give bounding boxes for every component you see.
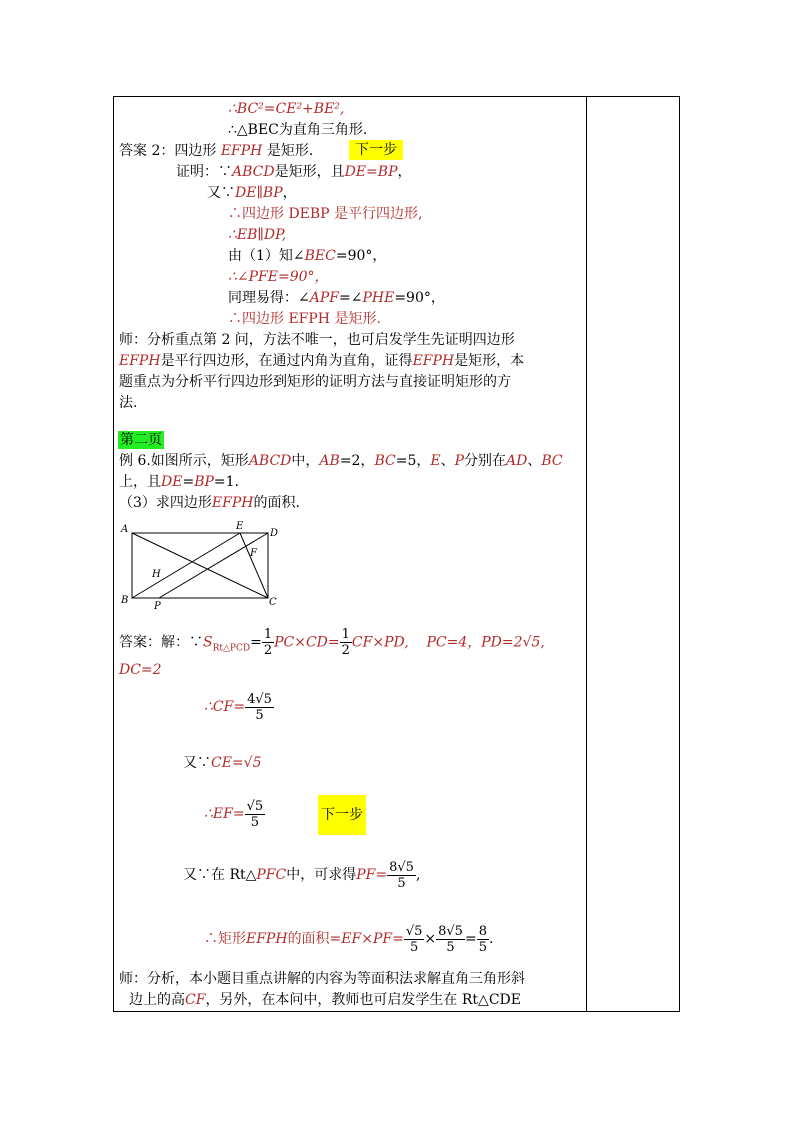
ex2-bp: BP: [194, 474, 214, 490]
example-6-line-2: [119, 473, 239, 491]
teacher-note-line-3: 题重点为分析平行四边形到矩形的证明方法与直接证明矩形的方: [119, 374, 511, 390]
teacher-note-line-4: 法.: [119, 395, 138, 411]
frac-pf-den: 5: [397, 875, 406, 891]
line-angle-pfe: ∴∠PFE=90°，: [228, 269, 329, 285]
line-eb: [132, 533, 240, 598]
frac-area-3: [477, 924, 489, 955]
q3-a: （3）求四边形: [119, 495, 212, 511]
frac-area-1-den: 5: [409, 939, 419, 955]
pf-mid: 中，可求得: [286, 867, 357, 883]
label-f: F: [250, 548, 257, 559]
proof-mid: 是矩形，且: [274, 164, 345, 180]
line-ac-diag: [132, 533, 268, 598]
label-h: H: [152, 569, 161, 580]
frac-ef: [245, 799, 266, 830]
answer-2-efph: EFPH: [220, 143, 263, 159]
teacher-efph-2: EFPH: [412, 353, 455, 369]
ex-e: =2，: [339, 453, 375, 469]
ex2-e: =1.: [213, 474, 239, 490]
ex-abcd: ABCD: [248, 453, 292, 469]
frac-area-2-den: 5: [446, 939, 455, 955]
ce-line: [183, 754, 262, 772]
line-dp: [159, 533, 268, 598]
sol-prefix: 答案：解：∵: [119, 634, 203, 651]
ex-e-point: E: [430, 453, 441, 469]
frac-pf: [387, 860, 416, 891]
end2-prefix: 边上的高: [129, 992, 185, 1008]
label-d: D: [270, 528, 278, 539]
frac-cf-den: 5: [255, 707, 264, 723]
sol-s: S: [203, 634, 213, 651]
ex-g: =5，: [395, 453, 431, 469]
ce-value: CE=√5: [211, 755, 262, 771]
ex-ad: AD: [506, 453, 528, 469]
label-a: A: [121, 524, 129, 535]
line-eb-parallel-dp: ∴EB∥DP,: [228, 227, 287, 243]
area-mid: 的面积=: [287, 931, 342, 947]
line-ec: [240, 533, 268, 598]
proof-line: [176, 163, 412, 181]
and-line: [207, 184, 297, 202]
label-e: E: [236, 521, 244, 532]
rectangle-figure: [118, 519, 278, 611]
ex-p-point: P: [454, 453, 465, 469]
angle-bec: BEC: [304, 248, 336, 264]
answer-2-prefix: 答案 2：四边形: [119, 143, 217, 159]
cf-label: ∴CF=: [204, 699, 246, 715]
label-b: B: [121, 595, 129, 606]
cf-line: [204, 690, 274, 724]
ex2-a: 上，且: [119, 474, 161, 490]
frac-cf-num: 4√5: [247, 691, 272, 707]
line-dEBP-parallelogram: ∴四边形 DEBP 是平行四边形,: [228, 206, 423, 222]
ex2-de: DE: [161, 474, 183, 490]
frac-half-2-den: 2: [341, 643, 350, 658]
proof-prefix: 证明：∵: [176, 164, 232, 180]
similarly-eq: =∠: [338, 290, 363, 306]
ex-i: 、: [440, 453, 455, 469]
ex-ab: AB: [319, 453, 340, 469]
ef-label: ∴EF=: [204, 806, 245, 822]
teacher-note-end: 是矩形，本: [454, 353, 525, 369]
next-step-button-2[interactable]: 下一步: [318, 795, 366, 835]
frac-half-2: [340, 627, 352, 658]
and-de-parallel-bp: DE∥BP: [235, 185, 283, 201]
line-bc-squared: ∴BC²=CE²+BE²,: [228, 101, 345, 117]
q3-efph: EFPH: [211, 495, 254, 511]
pf-label: PF=: [356, 867, 388, 883]
line-right-triangle: [228, 121, 367, 139]
ce-prefix: 又∵: [183, 755, 211, 771]
frac-cf: [245, 692, 274, 723]
final-note-line-2: [129, 991, 521, 1009]
area-line: [204, 922, 493, 956]
similarly-prefix: 同理易得：∠: [228, 290, 310, 306]
end2-cf: CF: [185, 992, 206, 1008]
area-prefix: ∴矩形: [204, 931, 246, 947]
teacher-note-mid: 是平行四边形，在通过内角为直角，证得: [160, 353, 413, 369]
frac-pf-num: 8√5: [389, 859, 414, 875]
sol-sub: Rt△PCD: [212, 643, 251, 654]
ef-line: [204, 797, 265, 831]
next-step-button-1[interactable]: 下一步: [349, 140, 403, 160]
teacher-note-line-1: 师：分析重点第 2 问，方法不唯一，也可启发学生先证明四边形: [119, 332, 515, 348]
final-note-line-1: 师：分析，本小题目重点讲解的内容为等面积法求解直角三角形斜: [119, 971, 525, 987]
column-divider: [586, 97, 587, 1011]
ex-m: 、: [527, 453, 542, 469]
proof-de-bp: DE=BP: [344, 164, 398, 180]
teacher-note-line-2: [119, 352, 524, 370]
area-times: ×: [424, 931, 437, 947]
frac-area-3-num: 8: [478, 923, 487, 939]
ex2-c: =: [182, 474, 195, 490]
frac-area-1: [404, 924, 425, 955]
proof-abcd: ABCD: [232, 164, 275, 180]
sol-cfpd: CF×PD,: [351, 634, 409, 651]
angle-apf: APF: [309, 290, 339, 306]
frac-half-1-den: 2: [263, 643, 273, 658]
proof-end: ，: [397, 164, 412, 180]
line-right-triangle-text: ∴△BEC为直角三角形.: [228, 122, 368, 138]
label-c: C: [269, 597, 277, 608]
area-efph: EFPH: [246, 931, 288, 947]
answer-2-suffix: 是矩形.: [266, 143, 314, 159]
page-two-marker[interactable]: 第二页: [120, 432, 162, 448]
end2-rest: ，另外，在本问中，教师也可启发学生在 Rt△CDE: [205, 992, 521, 1008]
frac-half-2-num: 1: [341, 627, 350, 642]
pf-line: [183, 858, 420, 892]
ex-bc: BC: [374, 453, 396, 469]
teacher-efph-1: EFPH: [119, 353, 161, 369]
frac-area-2: [436, 924, 465, 955]
frac-area-3-den: 5: [478, 939, 487, 955]
label-p: P: [154, 601, 161, 611]
pf-prefix: 又∵在 Rt△: [183, 867, 257, 883]
pf-end: ,: [415, 867, 421, 883]
frac-ef-den: 5: [250, 814, 259, 830]
similarly-end: =90°，: [394, 290, 445, 306]
frac-ef-num: √5: [246, 798, 264, 814]
question-3: [119, 494, 300, 512]
frac-area-2-num: 8√5: [438, 923, 463, 939]
ex-bc-2: BC: [541, 453, 563, 469]
ex-k: 分别在: [464, 453, 507, 469]
and-prefix: 又∵: [207, 185, 235, 201]
sol-pd: PD=2√5,: [481, 634, 545, 651]
sol-pccd: PC×CD=: [274, 634, 340, 651]
pf-triangle: PFC: [256, 867, 287, 883]
line-from-part1: [228, 247, 386, 265]
area-end: .: [488, 931, 494, 947]
line-similarly: [228, 289, 445, 307]
ex-c: 中，: [291, 453, 320, 469]
area-equals: =: [464, 931, 477, 947]
sol-pc: PC=4，: [426, 634, 482, 651]
solution-line: [119, 627, 545, 661]
sol-dc: DC=2: [119, 662, 162, 678]
and-end: ，: [282, 185, 297, 201]
example-6-line-1: [119, 452, 563, 470]
from-part1-end: =90°，: [335, 248, 387, 264]
frac-half-1-num: 1: [263, 627, 273, 642]
area-product: EF×PF=: [341, 931, 404, 947]
frac-area-1-num: √5: [405, 923, 423, 939]
answer-2-line: [119, 142, 313, 160]
sol-eq: =: [250, 634, 262, 651]
line-efph-rectangle: ∴四边形 EFPH 是矩形.: [228, 311, 381, 327]
q3-c: 的面积.: [253, 495, 300, 511]
angle-phe: PHE: [362, 290, 395, 306]
frac-half-1: [262, 627, 274, 658]
ex-a: 例 6.如图所示，矩形: [119, 453, 249, 469]
from-part1-prefix: 由（1）知∠: [228, 248, 305, 264]
